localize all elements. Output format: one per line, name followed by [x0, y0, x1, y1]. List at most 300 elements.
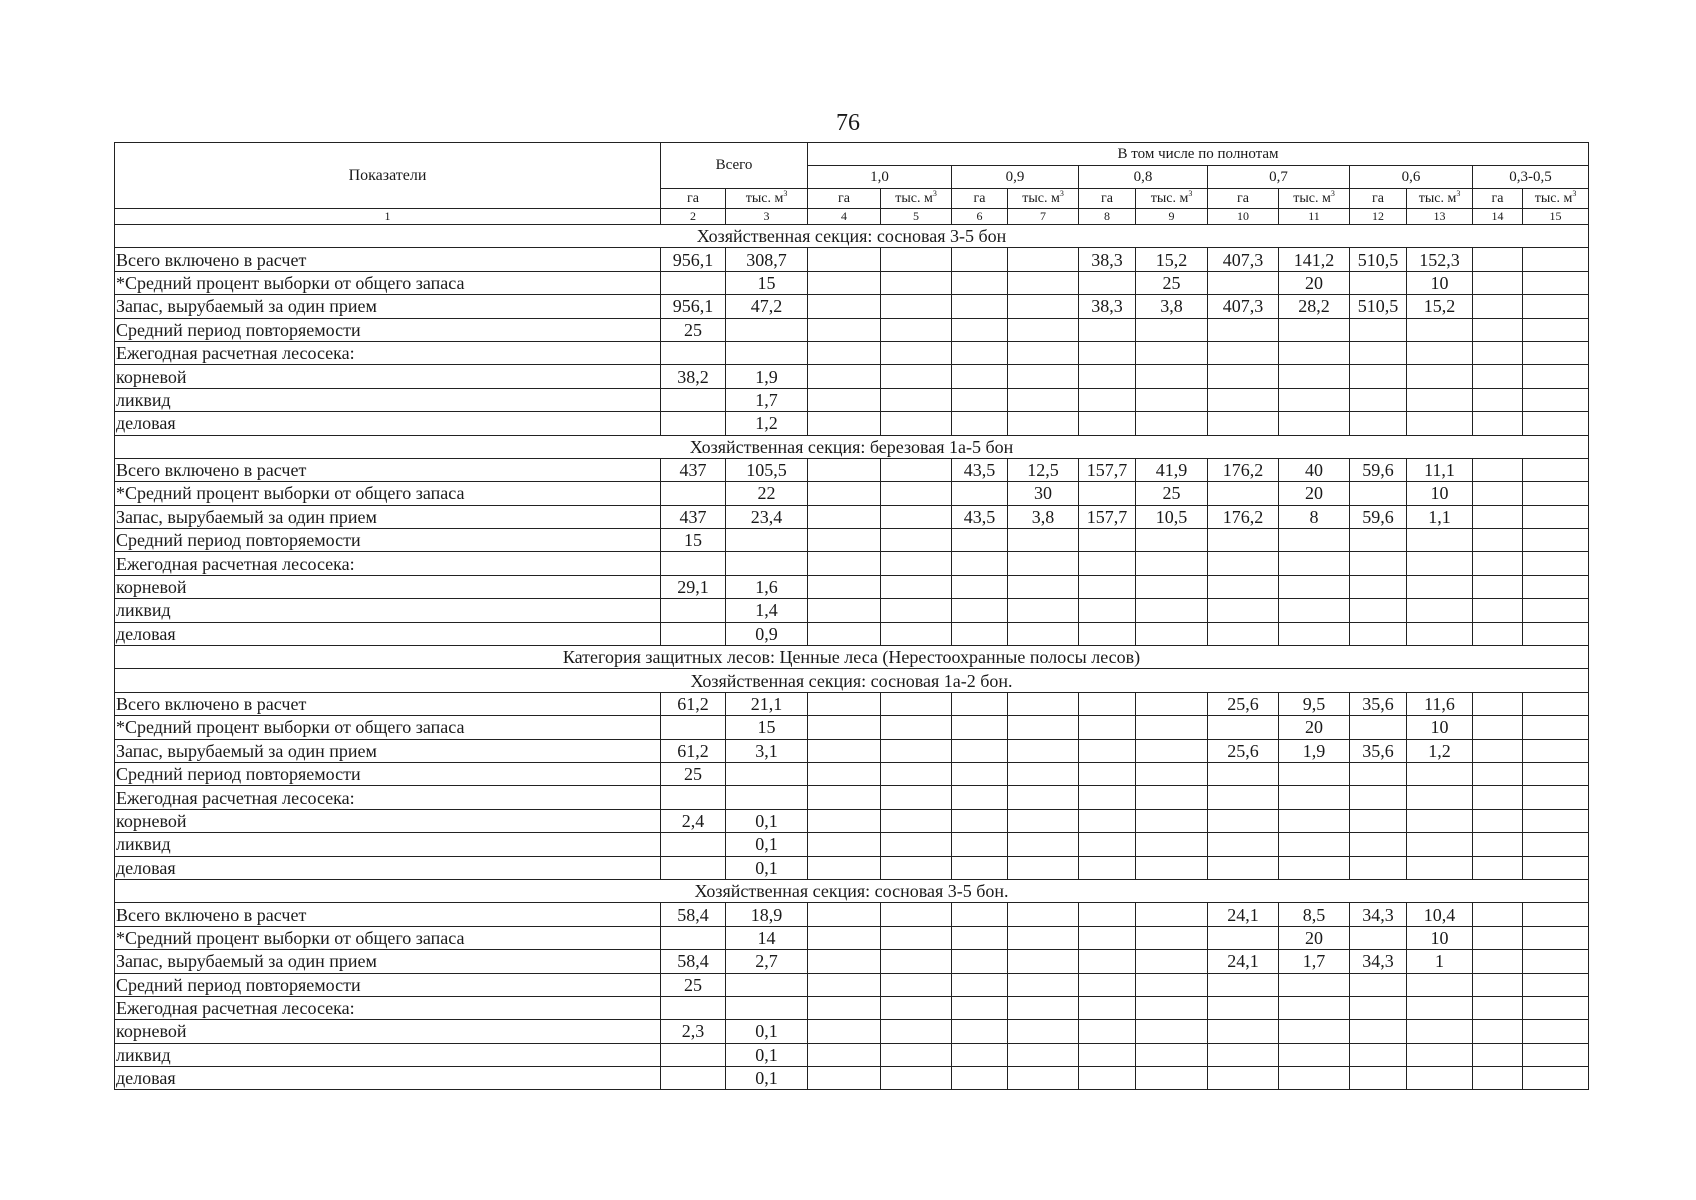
table-cell	[1473, 903, 1523, 926]
header-total: Всего	[661, 143, 808, 189]
column-number: 10	[1208, 209, 1279, 225]
table-cell	[1008, 833, 1079, 856]
table-cell	[1079, 388, 1136, 411]
table-cell	[1008, 248, 1079, 271]
table-cell	[1008, 926, 1079, 949]
unit-m3-sup: 3	[783, 188, 788, 198]
table-cell	[1208, 716, 1279, 739]
table-cell: 18,9	[726, 903, 808, 926]
table-cell	[1279, 575, 1350, 598]
column-number: 7	[1008, 209, 1079, 225]
table-cell	[808, 248, 881, 271]
table-cell	[1079, 1067, 1136, 1090]
felling-table-container	[114, 142, 1588, 1090]
table-cell	[1279, 552, 1350, 575]
table-cell	[808, 529, 881, 552]
table-cell	[1079, 1043, 1136, 1066]
table-cell	[1136, 1067, 1208, 1090]
table-cell	[1473, 739, 1523, 762]
table-cell	[1079, 271, 1136, 294]
table-cell	[661, 271, 726, 294]
row-label: *Средний процент выборки от общего запаса	[115, 716, 661, 739]
table-cell	[952, 1067, 1008, 1090]
table-cell	[1208, 412, 1279, 435]
table-cell: 1,9	[1279, 739, 1350, 762]
table-cell	[808, 1043, 881, 1066]
table-cell	[1008, 318, 1079, 341]
table-cell	[1473, 529, 1523, 552]
table-cell	[1473, 412, 1523, 435]
table-cell	[1523, 950, 1589, 973]
table-cell	[1136, 692, 1208, 715]
table-cell	[952, 271, 1008, 294]
table-cell: 43,5	[952, 458, 1008, 481]
table-cell	[1523, 903, 1589, 926]
table-cell	[1136, 903, 1208, 926]
table-cell	[952, 552, 1008, 575]
table-cell	[1008, 809, 1079, 832]
table-row	[115, 809, 1589, 832]
row-label: деловая	[115, 412, 661, 435]
table-cell	[1407, 856, 1473, 879]
table-cell: 1,2	[726, 412, 808, 435]
table-cell	[1523, 833, 1589, 856]
table-cell	[881, 458, 952, 481]
table-cell	[952, 1043, 1008, 1066]
table-row	[115, 552, 1589, 575]
table-cell	[1473, 996, 1523, 1019]
table-cell	[808, 903, 881, 926]
table-cell	[1523, 388, 1589, 411]
column-number: 2	[661, 209, 726, 225]
table-cell	[952, 762, 1008, 785]
table-cell: 15	[726, 271, 808, 294]
table-cell	[1407, 1067, 1473, 1090]
table-cell: 40	[1279, 458, 1350, 481]
header-density: 0,7	[1208, 166, 1350, 189]
table-cell	[1473, 505, 1523, 528]
header-density: 0,6	[1350, 166, 1473, 189]
table-cell	[881, 903, 952, 926]
table-row	[115, 271, 1589, 294]
table-cell: 12,5	[1008, 458, 1079, 481]
table-row	[115, 365, 1589, 388]
unit-m3	[726, 189, 808, 209]
table-cell	[1523, 271, 1589, 294]
table-cell	[808, 505, 881, 528]
table-cell	[1473, 575, 1523, 598]
table-cell: 176,2	[1208, 505, 1279, 528]
table-cell: 3,8	[1136, 295, 1208, 318]
table-cell	[1136, 950, 1208, 973]
unit-ha: га	[1473, 189, 1523, 209]
unit-m3-sup: 3	[1456, 188, 1461, 198]
table-cell	[1136, 762, 1208, 785]
section-row	[115, 435, 1589, 458]
table-cell	[1008, 739, 1079, 762]
table-cell	[1473, 388, 1523, 411]
table-cell	[661, 552, 726, 575]
table-cell	[1279, 786, 1350, 809]
table-cell	[881, 552, 952, 575]
unit-m3-sup: 3	[1330, 188, 1335, 198]
table-cell: 10	[1407, 926, 1473, 949]
table-cell: 25,6	[1208, 692, 1279, 715]
table-cell	[1473, 856, 1523, 879]
table-cell	[952, 575, 1008, 598]
row-label: ликвид	[115, 599, 661, 622]
table-cell	[1407, 412, 1473, 435]
table-cell: 25	[1136, 271, 1208, 294]
row-label: Средний период повторяемости	[115, 529, 661, 552]
table-cell: 25	[661, 318, 726, 341]
column-number: 5	[881, 209, 952, 225]
table-cell	[1079, 926, 1136, 949]
table-cell: 35,6	[1350, 692, 1407, 715]
table-cell	[1136, 388, 1208, 411]
table-cell	[1136, 599, 1208, 622]
table-cell	[1008, 599, 1079, 622]
column-number: 14	[1473, 209, 1523, 225]
table-cell: 34,3	[1350, 903, 1407, 926]
table-cell	[1079, 622, 1136, 645]
table-cell	[1523, 739, 1589, 762]
row-label: корневой	[115, 1020, 661, 1043]
table-cell	[1350, 412, 1407, 435]
table-cell	[881, 388, 952, 411]
column-number: 3	[726, 209, 808, 225]
table-cell: 34,3	[1350, 950, 1407, 973]
table-cell	[952, 973, 1008, 996]
table-cell: 38,3	[1079, 248, 1136, 271]
table-cell	[808, 318, 881, 341]
table-row	[115, 786, 1589, 809]
table-cell	[726, 996, 808, 1019]
table-cell	[808, 271, 881, 294]
table-cell	[1350, 318, 1407, 341]
table-cell	[1079, 365, 1136, 388]
table-cell	[1407, 1020, 1473, 1043]
table-cell	[1523, 973, 1589, 996]
unit-m3-text: тыс. м	[1534, 190, 1573, 206]
table-cell	[952, 926, 1008, 949]
table-cell	[881, 271, 952, 294]
table-cell: 11,6	[1407, 692, 1473, 715]
table-cell	[1208, 271, 1279, 294]
table-cell	[881, 599, 952, 622]
table-cell	[1473, 271, 1523, 294]
table-cell	[726, 786, 808, 809]
table-cell: 59,6	[1350, 505, 1407, 528]
table-cell	[1523, 552, 1589, 575]
table-cell	[1008, 950, 1079, 973]
unit-ha: га	[952, 189, 1008, 209]
unit-m3-text: тыс. м	[895, 190, 933, 206]
table-cell	[1208, 552, 1279, 575]
table-cell	[881, 482, 952, 505]
table-cell	[1208, 1020, 1279, 1043]
table-row	[115, 388, 1589, 411]
table-cell	[1208, 482, 1279, 505]
table-cell: 2,7	[726, 950, 808, 973]
table-cell: 10	[1407, 716, 1473, 739]
table-cell	[1473, 786, 1523, 809]
table-cell	[952, 388, 1008, 411]
section-title: Категория защитных лесов: Ценные леса (Нерестоохранные полосы лесов)	[115, 646, 1589, 669]
table-cell: 30	[1008, 482, 1079, 505]
table-cell: 407,3	[1208, 295, 1279, 318]
table-cell	[1079, 599, 1136, 622]
table-cell	[1079, 739, 1136, 762]
table-cell	[1473, 950, 1523, 973]
table-cell	[881, 365, 952, 388]
table-cell	[1523, 1067, 1589, 1090]
header-by-density: В том числе по полнотам	[808, 143, 1589, 166]
table-cell	[1279, 412, 1350, 435]
unit-m3-sup: 3	[932, 188, 937, 198]
table-cell	[1079, 529, 1136, 552]
table-cell	[1279, 762, 1350, 785]
table-cell: 1,2	[1407, 739, 1473, 762]
table-row	[115, 412, 1589, 435]
table-cell	[1350, 926, 1407, 949]
table-cell: 35,6	[1350, 739, 1407, 762]
row-label: Средний период повторяемости	[115, 318, 661, 341]
table-cell	[1279, 599, 1350, 622]
table-cell: 47,2	[726, 295, 808, 318]
table-cell	[726, 762, 808, 785]
table-cell	[808, 856, 881, 879]
table-cell	[1136, 318, 1208, 341]
column-number: 12	[1350, 209, 1407, 225]
row-label: Всего включено в расчет	[115, 692, 661, 715]
table-cell: 3,8	[1008, 505, 1079, 528]
table-row	[115, 482, 1589, 505]
table-cell	[952, 529, 1008, 552]
table-cell: 15,2	[1407, 295, 1473, 318]
table-cell	[1136, 575, 1208, 598]
table-cell	[808, 973, 881, 996]
table-cell	[1279, 622, 1350, 645]
table-cell: 0,1	[726, 1067, 808, 1090]
table-row	[115, 762, 1589, 785]
column-number: 13	[1407, 209, 1473, 225]
table-cell	[1279, 365, 1350, 388]
row-label: Ежегодная расчетная лесосека:	[115, 786, 661, 809]
table-cell: 437	[661, 505, 726, 528]
table-cell: 9,5	[1279, 692, 1350, 715]
table-cell: 61,2	[661, 692, 726, 715]
table-cell	[1523, 716, 1589, 739]
table-cell	[1523, 1020, 1589, 1043]
table-cell	[952, 833, 1008, 856]
table-cell	[1136, 926, 1208, 949]
row-label: Запас, вырубаемый за один прием	[115, 295, 661, 318]
table-cell	[1079, 856, 1136, 879]
table-cell	[1008, 716, 1079, 739]
table-cell	[1136, 412, 1208, 435]
table-row	[115, 1043, 1589, 1066]
table-cell	[1523, 809, 1589, 832]
table-cell: 3,1	[726, 739, 808, 762]
table-cell	[1008, 365, 1079, 388]
table-cell	[1008, 856, 1079, 879]
row-label: ликвид	[115, 1043, 661, 1066]
table-cell	[808, 1020, 881, 1043]
table-cell	[808, 996, 881, 1019]
table-cell	[1350, 341, 1407, 364]
table-cell	[1407, 1043, 1473, 1066]
table-cell	[1523, 248, 1589, 271]
section-row	[115, 669, 1589, 692]
table-cell: 0,9	[726, 622, 808, 645]
table-cell	[1350, 575, 1407, 598]
table-cell	[1136, 996, 1208, 1019]
row-label: Запас, вырубаемый за один прием	[115, 739, 661, 762]
table-cell	[881, 295, 952, 318]
column-number: 6	[952, 209, 1008, 225]
table-cell	[1523, 692, 1589, 715]
table-cell: 956,1	[661, 295, 726, 318]
table-cell	[1008, 692, 1079, 715]
table-cell	[881, 996, 952, 1019]
table-cell	[1079, 996, 1136, 1019]
table-cell	[952, 1020, 1008, 1043]
table-cell	[1523, 996, 1589, 1019]
table-cell	[952, 809, 1008, 832]
table-cell	[881, 692, 952, 715]
table-cell	[1407, 786, 1473, 809]
table-cell	[1523, 1043, 1589, 1066]
row-label: ликвид	[115, 388, 661, 411]
table-cell	[952, 856, 1008, 879]
table-cell	[1079, 341, 1136, 364]
table-row	[115, 529, 1589, 552]
table-cell	[1136, 786, 1208, 809]
table-cell	[1279, 833, 1350, 856]
table-cell	[1523, 599, 1589, 622]
table-cell	[808, 365, 881, 388]
table-cell	[1350, 482, 1407, 505]
row-label: Запас, вырубаемый за один прием	[115, 505, 661, 528]
unit-ha: га	[1079, 189, 1136, 209]
table-cell	[1523, 295, 1589, 318]
table-cell	[808, 599, 881, 622]
table-cell	[952, 341, 1008, 364]
section-title: Хозяйственная секция: сосновая 1а-2 бон.	[115, 669, 1589, 692]
table-cell: 1,7	[726, 388, 808, 411]
table-cell: 20	[1279, 271, 1350, 294]
table-row	[115, 318, 1589, 341]
table-cell	[881, 248, 952, 271]
page-number: 76	[836, 110, 860, 136]
table-cell	[1208, 926, 1279, 949]
table-cell	[1279, 1020, 1350, 1043]
table-cell	[661, 833, 726, 856]
table-cell	[1523, 786, 1589, 809]
table-cell	[808, 762, 881, 785]
row-label: *Средний процент выборки от общего запаса	[115, 482, 661, 505]
table-cell: 41,9	[1136, 458, 1208, 481]
table-row	[115, 505, 1589, 528]
table-cell: 24,1	[1208, 950, 1279, 973]
table-cell	[1079, 786, 1136, 809]
unit-m3	[881, 189, 952, 209]
table-cell: 510,5	[1350, 295, 1407, 318]
table-cell	[1208, 341, 1279, 364]
row-label: Всего включено в расчет	[115, 458, 661, 481]
table-cell: 2,3	[661, 1020, 726, 1043]
table-cell	[726, 529, 808, 552]
table-cell	[952, 365, 1008, 388]
column-number: 8	[1079, 209, 1136, 225]
table-cell: 176,2	[1208, 458, 1279, 481]
table-cell: 1,4	[726, 599, 808, 622]
table-cell	[952, 692, 1008, 715]
table-cell	[881, 341, 952, 364]
table-cell	[1473, 926, 1523, 949]
column-number: 9	[1136, 209, 1208, 225]
unit-m3-text: тыс. м	[1022, 190, 1060, 206]
table-row	[115, 926, 1589, 949]
table-cell: 15	[726, 716, 808, 739]
table-cell	[1407, 622, 1473, 645]
table-cell: 2,4	[661, 809, 726, 832]
table-cell: 20	[1279, 926, 1350, 949]
table-cell	[808, 809, 881, 832]
table-cell	[1208, 809, 1279, 832]
table-cell: 28,2	[1279, 295, 1350, 318]
table-cell	[1208, 762, 1279, 785]
table-cell	[1136, 1020, 1208, 1043]
table-cell	[1008, 552, 1079, 575]
table-cell	[952, 622, 1008, 645]
table-row	[115, 833, 1589, 856]
table-cell	[1136, 739, 1208, 762]
table-cell	[952, 739, 1008, 762]
table-cell	[1473, 762, 1523, 785]
table-cell	[661, 926, 726, 949]
table-cell	[1136, 973, 1208, 996]
column-number: 1	[115, 209, 661, 225]
table-cell	[1208, 599, 1279, 622]
table-cell: 141,2	[1279, 248, 1350, 271]
table-cell: 11,1	[1407, 458, 1473, 481]
table-cell	[1407, 575, 1473, 598]
table-cell	[1350, 996, 1407, 1019]
table-cell	[661, 412, 726, 435]
table-cell	[1523, 622, 1589, 645]
table-cell: 22	[726, 482, 808, 505]
table-cell	[1279, 1043, 1350, 1066]
table-cell	[1279, 1067, 1350, 1090]
table-row	[115, 622, 1589, 645]
table-cell: 25	[661, 973, 726, 996]
table-cell: 510,5	[1350, 248, 1407, 271]
table-cell	[1079, 552, 1136, 575]
table-cell	[726, 552, 808, 575]
table-cell: 10,4	[1407, 903, 1473, 926]
table-cell	[1350, 552, 1407, 575]
table-cell	[881, 505, 952, 528]
table-cell	[808, 926, 881, 949]
table-cell	[1523, 926, 1589, 949]
section-title: Хозяйственная секция: сосновая 3-5 бон	[115, 225, 1589, 248]
table-cell: 157,7	[1079, 458, 1136, 481]
table-cell: 1	[1407, 950, 1473, 973]
table-row	[115, 1067, 1589, 1090]
table-cell	[1407, 341, 1473, 364]
